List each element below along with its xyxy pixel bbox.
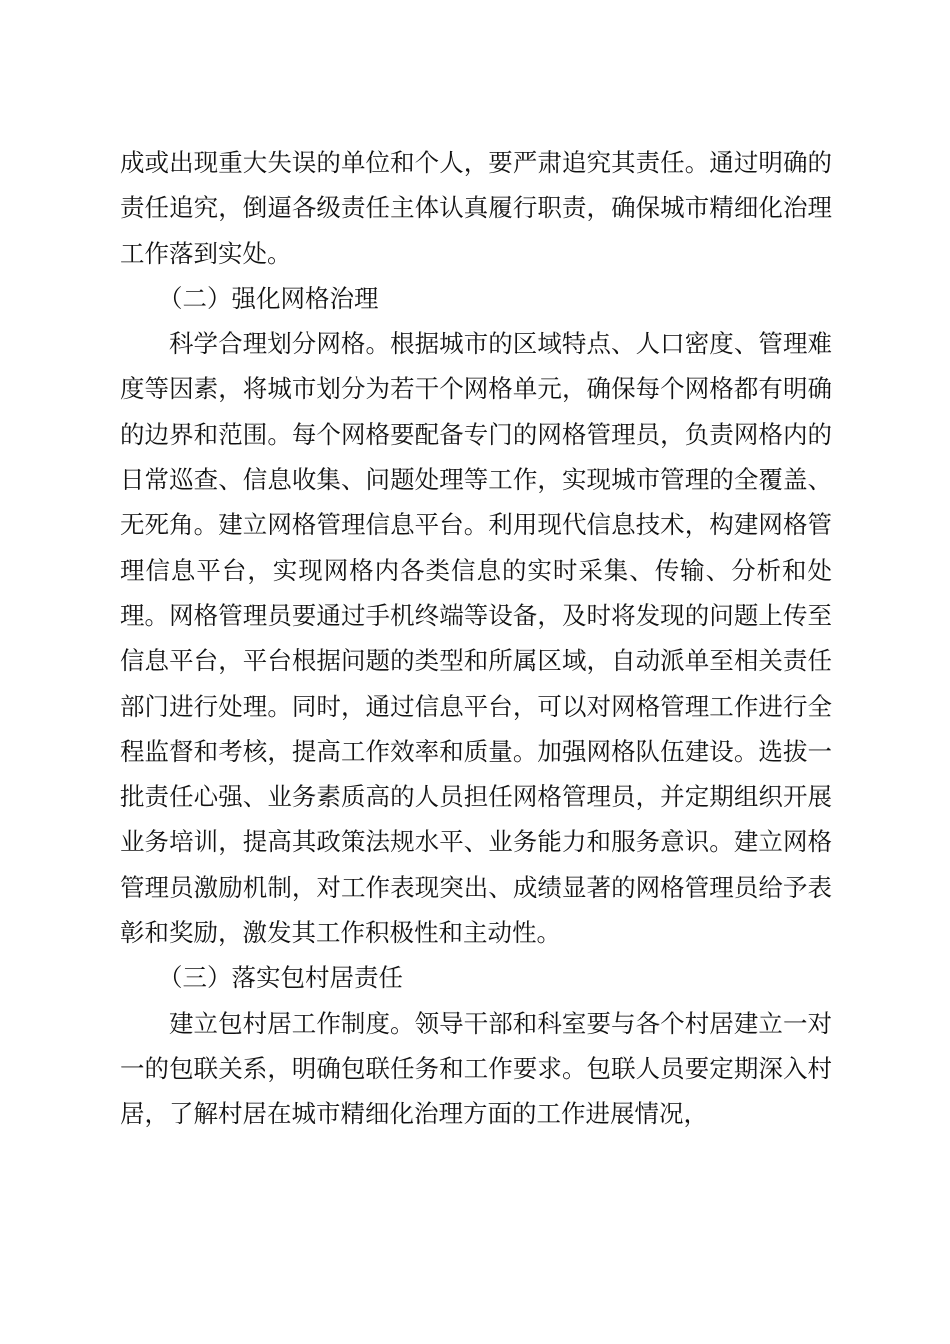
section-heading-grid-governance: （二）强化网格治理 xyxy=(158,283,379,313)
document-body xyxy=(120,140,832,1137)
paragraph-village-responsibility: 建立包村居工作制度。领导干部和科室要与各个村居建立一对一的包联关系，明确包联任务和工作要求。包联人员要定期深入村居，了解村居在城市精细化治理方面的工作进展情况， xyxy=(120,1008,832,1129)
paragraph-continuation: 成或出现重大失误的单位和个人，要严肃追究其责任。通过明确的责任追究，倒逼各级责任主体认真履行职责，确保城市精细化治理工作落到实处。 xyxy=(120,148,832,268)
section-heading-village-responsibility: （三）落实包村居责任 xyxy=(158,963,403,993)
paragraph-grid-governance: 科学合理划分网格。根据城市的区域特点、人口密度、管理难度等因素，将城市划分为若干个网格单元，确保每个网格都有明确的边界和范围。每个网格要配备专门的网格管理员，负责网格内的日常巡查、信息收集、问题处理等工作，实现城市管理的全覆盖、无死角。建立网格管理信息平台。利用现代信息技术，构建网格管理信息平台，实现网格内各类信息的实时采集、传输、分析和处理。网格管理员要通过手机终端等设备，及时将发现的问题上传至信息平台，平台根据问题的类型和所属区域，自动派单至相关责任部门进行处理。同时，通过信息平台，可以对网格管理工作进行全程监督和考核，提高工作效率和质量。加强网格队伍建设。选拔一批责任心强、业务素质高的人员担任网格管理员，并定期组织开展业务培训，提高其政策法规水平、业务能力和服务意识。建立网格管理员激励机制，对工作表现突出、成绩显著的网格管理员给予表彰和奖励，激发其工作积极性和主动性。 xyxy=(120,329,832,948)
